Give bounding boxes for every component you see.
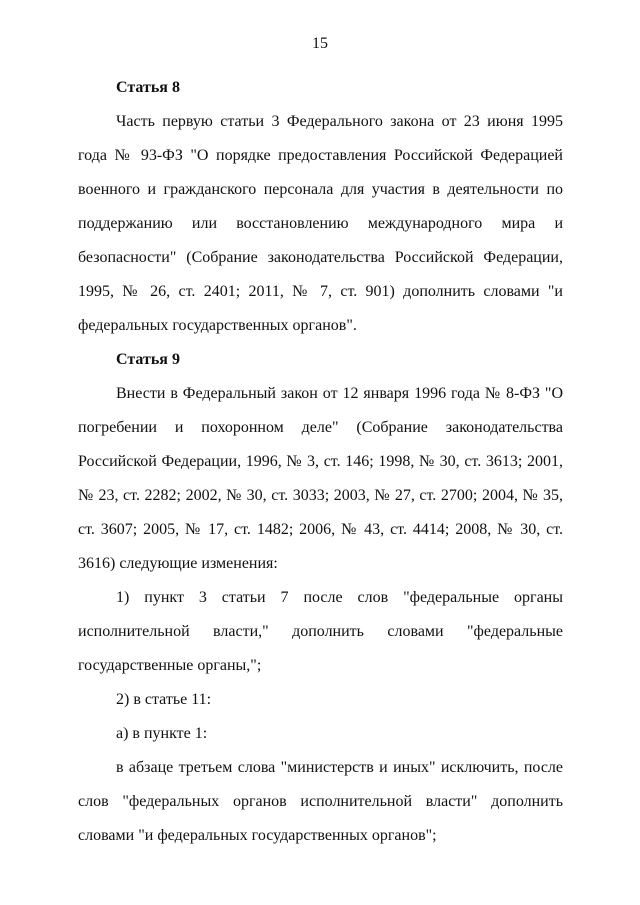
article-9-item-1: 1) пункт 3 статьи 7 после слов "федеральные органы исполнительной власти," дополнить словами "федеральные государственные органы,"; [78,589,563,674]
article-8-paragraph: Часть первую статьи 3 Федерального закона от 23 июня 1995 года № 93-ФЗ "О порядке предоставления Российской Федерацией военного и гражданского персонала для участия в деятельности по поддержанию или восстановлению международного мира и безопасности" (Собрание законодательства Российской Федерации, 1995, № 26, ст. 2401; 2011, № 7, ст. 901) дополнить словами "и федеральных государственных органов". [78,113,563,334]
article-9-heading: Статья 9 [116,351,180,368]
page-number: 15 [312,35,328,52]
article-9-item-2: 2) в статье 11: [116,691,212,708]
article-9-intro: Внести в Федеральный закон от 12 января 1996 года № 8-ФЗ "О погребении и похоронном деле" (Собрание законодательства Российской Федерации, 1996, № 3, ст. 146; 1998, № 30, ст. 3613; 2001, № 23, ст. 2282; 2002, № 30, ст. 3033; 2003, № 27, ст. 2700; 2004, № 35, ст. 3607; 2005, № 17, ст. 1482; 2006, № 43, ст. 4414; 2008, № 30, ст. 3616) следующие изменения: [78,385,563,572]
article-9-item-2a: а) в пункте 1: [116,725,208,742]
article-8-heading: Статья 8 [116,79,180,96]
document-body [78,71,563,853]
article-9-item-2a-text: в абзаце третьем слова "министерств и иных" исключить, после слов "федеральных органов исполнительной власти" дополнить словами "и федеральных государственных органов"; [78,759,563,844]
